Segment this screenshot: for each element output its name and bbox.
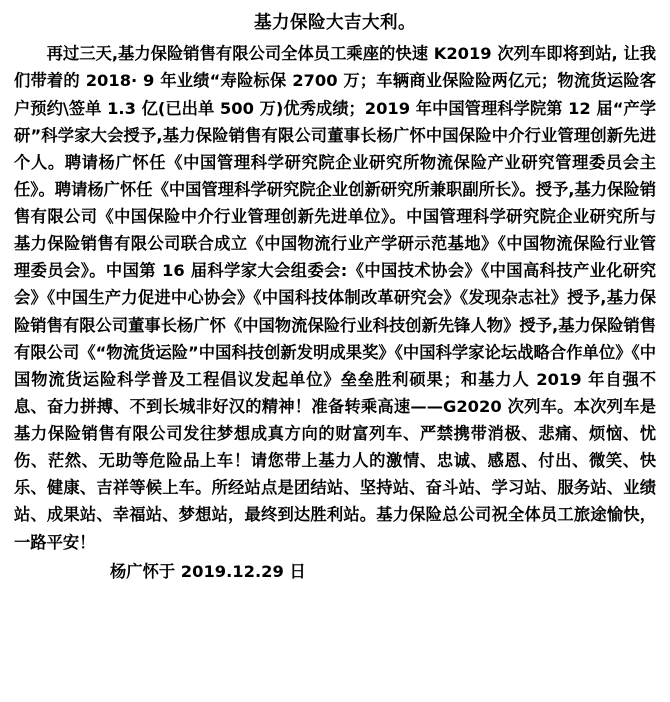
document-signature: 杨广怀于 2019.12.29 日 (110, 561, 306, 581)
document-title: 基力保险大吉大利。 (254, 13, 416, 33)
document-body-paragraph: 再过三天,基力保险销售有限公司全体员工乘座的快速 K2019 次列车即将到站, 让我们带着的 2018· 9 年业绩“寿险标保 2700 万；车辆商业保险险两亿元；物流货运险客户预约\签单 1.3 亿(已出单 500 万)优秀成绩；2019 年中国管理科学院第 12 届“产学研”科学家大会授予,基力保险销售有限公司董事长杨广怀中国保险中介行业管理创新先进个人。聘请杨广怀任《中国管理科学研究院企业研究所物流保险产业研究管理委员会主任》。聘请杨广怀任《中国管理科学研究院企业创新研究所兼职副所长》。授予,基力保险销售有限公司《中国保险中介行业管理创新先进单位》。中国管理科学研究院企业研究所与基力保险销售有限公司联合成立《中国物流行业产学研示范基地》《中国物流保险行业管理委员会》。中国第 16 届科学家大会组委会:《中国技术协会》《中国高科技产业化研究会》《中国生产力促进中心协会》《中国科技体制改革研究会》《发现杂志社》授予,基力保险销售有限公司董事长杨广怀《中国物流保险行业科技创新先锋人物》授予,基力保险销售有限公司《“物流货运险”中国科技创新发明成果奖》《中国科学家论坛战略合作单位》《中国物流货运险科学普及工程倡议发起单位》垒垒胜利硕果；和基力人 2019 年自强不息、奋力拼搏、不到长城非好汉的精神！准备转乘高速——G2020 次列车。本次列车是基力保险销售有限公司发往梦想成真方向的财富列车、严禁携带消极、悲痛、烦恼、忧伤、茫然、无助等危险品上车！请您带上基力人的激情、忠诚、感恩、付出、微笑、快乐、健康、吉祥等候上车。所经站点是团结站、坚持站、奋斗站、学习站、服务站、业绩站、成果站、幸福站、梦想站，最终到达胜利站。基力保险总公司祝全体员工旅途愉快，一路平安！ (14, 44, 656, 552)
